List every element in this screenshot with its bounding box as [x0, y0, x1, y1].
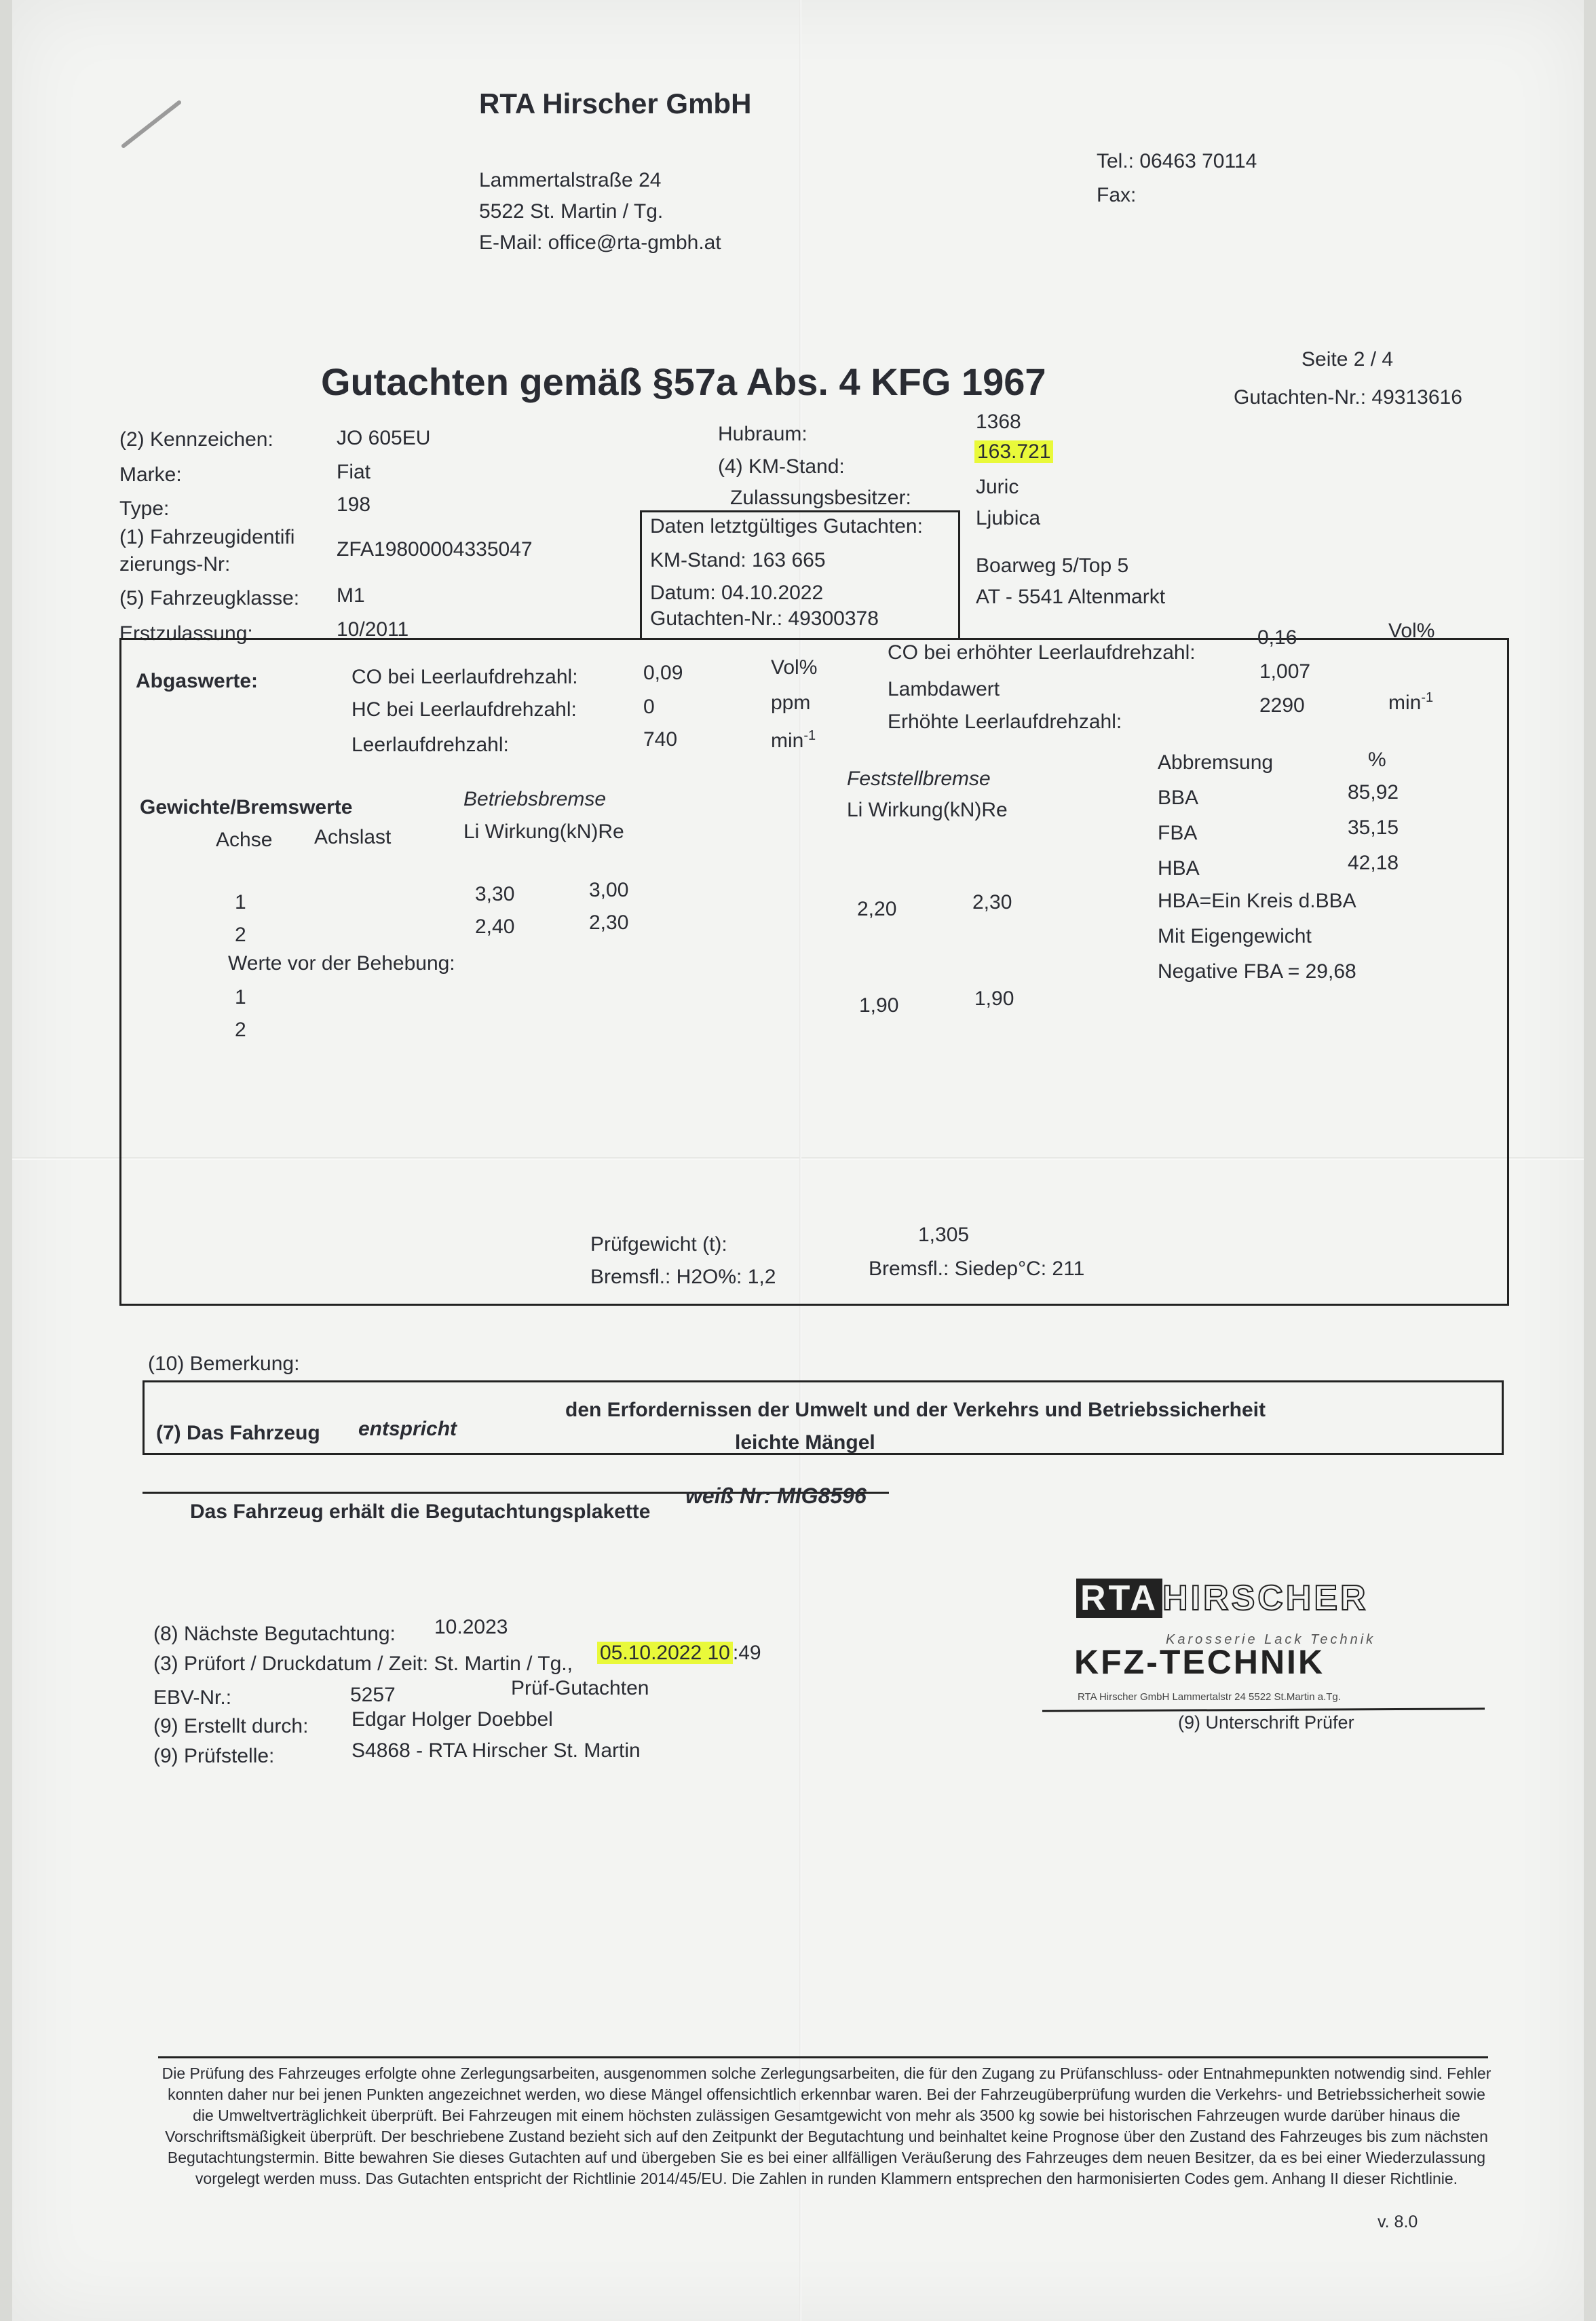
result-text-line1: den Erfordernissen der Umwelt und der Verkehrs und Betriebssicherheit [565, 1399, 1266, 1421]
bremsfluessigkeit-siedepunkt: Bremsfl.: Siedep°C: 211 [869, 1258, 1085, 1280]
report-number: Gutachten-Nr.: 49313616 [1234, 386, 1462, 409]
betriebsbremse-header: Betriebsbremse [463, 788, 607, 810]
ll-unit [771, 723, 816, 753]
hba-value: 42,18 [1348, 852, 1399, 874]
weight-note: Mit Eigengewicht [1158, 925, 1312, 947]
besitzer-name2: Ljubica [976, 507, 1041, 529]
hc-value: 0 [643, 696, 655, 718]
ell-unit-exp: -1 [1421, 690, 1434, 705]
plakette-value: weiß Nr: MIG8596 [685, 1484, 867, 1508]
abbremsung-header: Abbremsung [1158, 751, 1274, 774]
stamp-logo-kfz: KFZ-TECHNIK [1074, 1643, 1325, 1681]
pruefdatum-highlight: 05.10.2022 10 [597, 1642, 733, 1664]
fba-value: 35,15 [1348, 816, 1399, 839]
company-fax: Fax: [1097, 184, 1137, 206]
pruefstelle-label: (9) Prüfstelle: [153, 1745, 275, 1767]
company-tel: Tel.: 06463 70114 [1097, 150, 1257, 172]
kennzeichen-label: (2) Kennzeichen: [119, 428, 273, 451]
result-text-line2: leichte Mängel [735, 1431, 875, 1454]
row2-betrieb-left: 2,40 [475, 916, 515, 938]
last-report-date: Datum: 04.10.2022 [650, 582, 824, 604]
besitzer-label: Zulassungsbesitzer: [730, 487, 911, 509]
betriebsbremse-subheader: Li Wirkung(kN)Re [463, 820, 624, 843]
type-value: 198 [337, 493, 371, 516]
plakette-label: Das Fahrzeug erhält die Begutachtungsplakette [190, 1501, 651, 1523]
pruefgewicht-label: Prüfgewicht (t): [590, 1233, 727, 1256]
fin-label-line2: zierungs-Nr: [119, 553, 231, 575]
erstzulassung-value: 10/2011 [337, 618, 409, 641]
row1-fest-left: 2,20 [857, 898, 897, 920]
document-title: Gutachten gemäß §57a Abs. 4 KFG 1967 [321, 360, 1046, 403]
ll-unit-base: min [771, 730, 804, 752]
marke-label: Marke: [119, 464, 182, 486]
naechste-label: (8) Nächste Begutachtung: [153, 1623, 396, 1645]
abgas-label: Abgaswerte: [136, 670, 259, 692]
bemerkung-label: (10) Bemerkung: [148, 1353, 300, 1375]
ebv-label: EBV-Nr.: [153, 1686, 232, 1709]
kennzeichen-value: JO 605EU [337, 427, 431, 449]
row1-fest-right: 2,30 [972, 891, 1012, 913]
erstellt-label: (9) Erstellt durch: [153, 1715, 309, 1737]
lambda-label: Lambdawert [888, 678, 1000, 700]
co-high-value: 0,16 [1257, 626, 1297, 649]
page-number: Seite 2 / 4 [1302, 348, 1394, 371]
company-name: RTA Hirscher GmbH [479, 88, 752, 119]
besitzer-name1: Juric [976, 476, 1019, 498]
row1-betrieb-right: 3,00 [589, 879, 629, 901]
km-value [974, 440, 1053, 464]
result-entspricht: entspricht [358, 1418, 457, 1440]
bba-label: BBA [1158, 787, 1199, 809]
hc-label: HC bei Leerlaufdrehzahl: [352, 698, 577, 721]
hc-unit: ppm [771, 692, 811, 714]
stamp-logo-hirscher: HIRSCHER [1162, 1579, 1369, 1618]
before1-axle: 1 [235, 986, 246, 1008]
ell-unit-base: min [1388, 692, 1422, 714]
km-label: (4) KM-Stand: [718, 455, 845, 478]
version-label: v. 8.0 [1378, 2212, 1418, 2231]
signature-label: (9) Unterschrift Prüfer [1178, 1712, 1354, 1733]
stamp-logo-subtitle: Karosserie Lack Technik [1166, 1632, 1376, 1647]
besitzer-address2: AT - 5541 Altenmarkt [976, 586, 1166, 608]
besitzer-address1: Boarweg 5/Top 5 [976, 554, 1129, 577]
klasse-label: (5) Fahrzeugklasse: [119, 587, 300, 609]
co-high-label: CO bei erhöhter Leerlaufdrehzahl: [888, 641, 1196, 664]
bba-value: 85,92 [1348, 781, 1399, 804]
hubraum-value: 1368 [976, 411, 1021, 433]
stamp-logo-rta: RTA [1076, 1579, 1162, 1618]
co-unit: Vol% [771, 656, 818, 679]
staple-mark [121, 100, 182, 149]
bremsfluessigkeit-h2o: Bremsfl.: H2O%: 1,2 [590, 1266, 776, 1288]
document-sheet [12, 0, 1584, 2321]
pruefgewicht-value: 1,305 [918, 1224, 970, 1246]
ll-unit-exp: -1 [803, 728, 816, 743]
erstzulassung-label: Erstzulassung: [119, 622, 253, 645]
stamp-logo-top [1076, 1578, 1369, 1619]
lambda-value: 1,007 [1259, 660, 1311, 683]
row1-axle: 1 [235, 891, 246, 913]
pruefdatum-value [597, 1641, 761, 1665]
pruef-gutachten-label: Prüf-Gutachten [511, 1677, 649, 1699]
ll-value: 740 [643, 728, 678, 751]
before1-fest-left: 1,90 [859, 994, 899, 1017]
ell-value: 2290 [1259, 694, 1305, 717]
stamp-address: RTA Hirscher GmbH Lammertalstr 24 5522 St.Martin a.Tg. [1078, 1691, 1341, 1703]
company-city: 5522 St. Martin / Tg. [479, 200, 664, 223]
hubraum-label: Hubraum: [718, 423, 808, 445]
co-value: 0,09 [643, 662, 683, 684]
ell-unit [1388, 685, 1433, 715]
before-fix-label: Werte vor der Behebung: [228, 952, 455, 975]
result-fahrzeug-label: (7) Das Fahrzeug [156, 1422, 320, 1444]
before1-fest-right: 1,90 [974, 987, 1014, 1010]
naechste-value: 10.2023 [434, 1616, 508, 1638]
disclaimer-text: Die Prüfung des Fahrzeuges erfolgte ohne Zerlegungsarbeiten, ausgenommen solche Zerlegungsarbeiten, die für den Zugang zu Prüfanschluss- oder Entnahmepunkten notwendig sind. Fehler konnten daher nur bei jenen Punkten angezeichnet werden, wo diese Mängel offensichtlich erkennbar waren. Bei der Fahrzeugüberprüfung wurden die Verkehrs- und Betriebssicherheit sowie die Umweltverträglichkeit überprüft. Bei Fahrzeugen mit einem höchsten zulässigen Gesamtgewicht von mehr als 3500 kg sowie bei historischen Fahrzeugen wurde darüber hinaus die Vorschriftsmäßigkeit überprüft. Der beschriebene Zustand bezieht sich auf den Zeitpunkt der Begutachtung und beinhaltet keine Prognose über den Zustand des Fahrzeuges bis zum nächsten Begutachtungstermin. Bitte bewahren Sie dieses Gutachten auf und übergeben Sie es bei einer allfälligen Veräußerung des Fahrzeuges dem neuen Besitzer, da es bei einer Wiederzulassung vorgelegt werden muss. Das Gutachten entspricht der Richtlinie 2014/45/EU. Die Zahlen in runden Klammern entsprechen den harmonisierten Codes gem. Anhang II dieser Richtlinie. [162, 2064, 1492, 2187]
last-report-title: Daten letztgültiges Gutachten: [650, 515, 923, 537]
last-report-number: Gutachten-Nr.: 49300378 [650, 607, 879, 630]
type-label: Type: [119, 497, 170, 520]
fin-label-line1: (1) Fahrzeugidentifi [119, 526, 295, 548]
ebv-value: 5257 [350, 1684, 396, 1706]
marke-value: Fiat [337, 461, 371, 483]
hba-label: HBA [1158, 857, 1200, 880]
feststellbremse-header: Feststellbremse [847, 768, 991, 790]
achse-header: Achse [216, 829, 273, 851]
pruefstelle-value: S4868 - RTA Hirscher St. Martin [352, 1739, 641, 1762]
row2-betrieb-right: 2,30 [589, 911, 629, 934]
fin-value: ZFA19800004335047 [337, 538, 533, 561]
pruefort-label: (3) Prüfort / Druckdatum / Zeit: St. Martin / Tg., [153, 1653, 573, 1675]
erstellt-value: Edgar Holger Doebbel [352, 1708, 553, 1731]
achslast-header: Achslast [314, 826, 392, 848]
negative-fba-note: Negative FBA = 29,68 [1158, 960, 1356, 983]
row2-axle: 2 [235, 924, 246, 946]
fba-label: FBA [1158, 822, 1198, 844]
hba-note: HBA=Ein Kreis d.BBA [1158, 890, 1356, 912]
km-highlight: 163.721 [974, 440, 1053, 463]
before2-axle: 2 [235, 1019, 246, 1041]
feststellbremse-subheader: Li Wirkung(kN)Re [847, 799, 1008, 821]
klasse-value: M1 [337, 584, 365, 607]
co-high-unit: Vol% [1388, 620, 1435, 642]
disclaimer-rule [158, 2056, 1488, 2058]
company-email: E-Mail: office@rta-gmbh.at [479, 231, 721, 254]
ell-label: Erhöhte Leerlaufdrehzahl: [888, 711, 1122, 733]
co-label: CO bei Leerlaufdrehzahl: [352, 666, 578, 688]
row1-betrieb-left: 3,30 [475, 883, 515, 905]
ll-label: Leerlaufdrehzahl: [352, 734, 509, 756]
pruefzeit-rest: :49 [732, 1642, 761, 1664]
brakes-section-label: Gewichte/Bremswerte [140, 796, 353, 818]
percent-header: % [1368, 749, 1386, 771]
last-report-km: KM-Stand: 163 665 [650, 549, 826, 571]
company-street: Lammertalstraße 24 [479, 169, 662, 191]
